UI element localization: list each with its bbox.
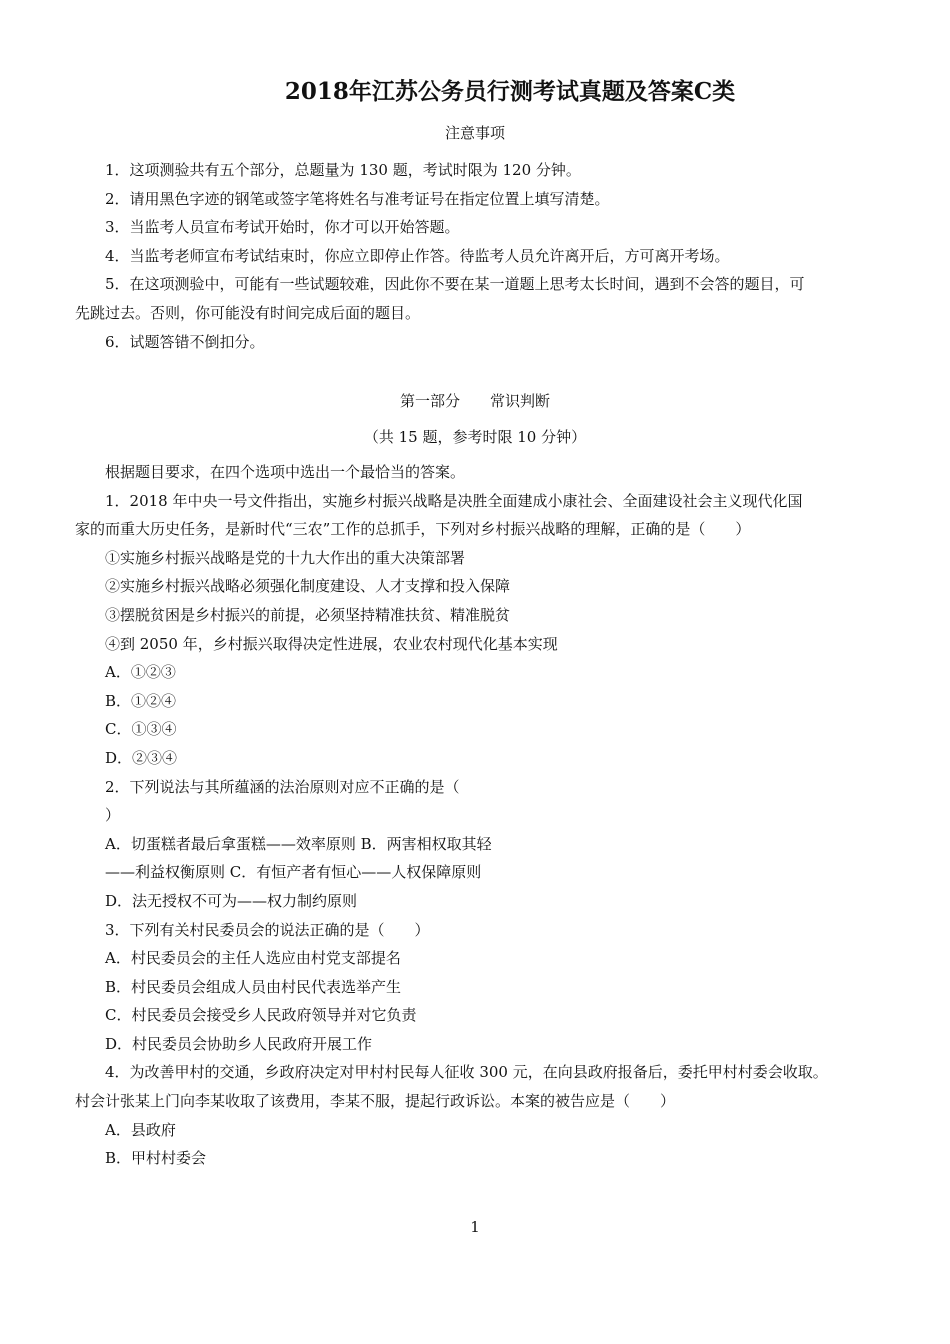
question-line: ） bbox=[105, 806, 121, 825]
question-line: 家的而重大历史任务，是新时代“三农”工作的总抓手，下列对乡村振兴战略的理解，正确的是（ ） bbox=[75, 520, 751, 539]
option-line: A．切蛋糕者最后拿蛋糕——效率原则 B．两害相权取其轻 bbox=[105, 834, 492, 853]
option-line: A．县政府 bbox=[105, 1120, 176, 1139]
statement-line: ④到 2050 年，乡村振兴取得决定性进展，农业农村现代化基本实现 bbox=[105, 634, 558, 653]
question-line: 村会计张某上门向李某收取了该费用，李某不服，提起行政诉讼。本案的被告应是（ ） bbox=[75, 1092, 676, 1111]
question-line: 2．下列说法与其所蕴涵的法治原则对应不正确的是（ bbox=[105, 777, 460, 796]
document-title: 2018年江苏公务员行测考试真题及答案C类 bbox=[284, 78, 736, 105]
question-line: 3．下列有关村民委员会的说法正确的是（ ） bbox=[105, 920, 430, 939]
notice-item-continued: 先跳过去。否则，你可能没有时间完成后面的题目。 bbox=[75, 303, 421, 322]
notice-list bbox=[75, 156, 890, 356]
question-line: 4．为改善甲村的交通，乡政府决定对甲村村民每人征收 300 元，在向县政府报备后，委托甲村村委会收取。 bbox=[105, 1063, 828, 1082]
section-subheading: （共 15 题，参考时限 10 分钟） bbox=[363, 428, 587, 446]
section-heading: 第一部分 常识判断 bbox=[399, 392, 550, 410]
notice-item: 6．试题答错不倒扣分。 bbox=[105, 332, 265, 351]
notice-item: 3．当监考人员宣布考试开始时，你才可以开始答题。 bbox=[105, 218, 460, 237]
question-body bbox=[75, 458, 890, 1173]
option-line: D．村民委员会协助乡人民政府开展工作 bbox=[105, 1034, 373, 1053]
statement-line: ②实施乡村振兴战略必须强化制度建设、人才支撑和投入保障 bbox=[105, 577, 511, 596]
option-line: ——利益权衡原则 C．有恒产者有恒心——人权保障原则 bbox=[105, 863, 482, 882]
question-line: 1．2018 年中央一号文件指出，实施乡村振兴战略是决胜全面建成小康社会、全面建设社会主义现代化国 bbox=[105, 491, 803, 510]
notice-item: 1．这项测验共有五个部分，总题量为 130 题，考试时限为 120 分钟。 bbox=[105, 161, 581, 179]
option-line: A．村民委员会的主任人选应由村党支部提名 bbox=[105, 949, 401, 968]
option-line: C．村民委员会接受乡人民政府领导并对它负责 bbox=[105, 1006, 417, 1025]
option-line: D．法无授权不可为——权力制约原则 bbox=[105, 891, 358, 910]
notice-item: 5．在这项测验中，可能有一些试题较难，因此你不要在某一道题上思考太长时间，遇到不会答的题目，可 bbox=[105, 275, 805, 294]
option-line: B．村民委员会组成人员由村民代表选举产生 bbox=[105, 977, 402, 996]
notice-item: 2．请用黑色字迹的钢笔或签字笔将姓名与准考证号在指定位置上填写清楚。 bbox=[105, 189, 610, 208]
option-line: B．甲村村委会 bbox=[105, 1149, 207, 1168]
option-line: A．①②③ bbox=[105, 663, 176, 682]
notice-heading: 注意事项 bbox=[444, 124, 505, 142]
option-line: B．①②④ bbox=[105, 691, 177, 710]
option-line: D．②③④ bbox=[105, 748, 178, 767]
option-line: C．①③④ bbox=[105, 720, 177, 739]
page-number: 1 bbox=[470, 1218, 480, 1236]
statement-line: ③摆脱贫困是乡村振兴的前提，必须坚持精准扶贫、精准脱贫 bbox=[105, 605, 511, 624]
section-instruction: 根据题目要求，在四个选项中选出一个最恰当的答案。 bbox=[105, 463, 466, 481]
notice-item: 4．当监考老师宣布考试结束时，你应立即停止作答。待监考人员允许离开后，方可离开考场。 bbox=[105, 246, 730, 265]
statement-line: ①实施乡村振兴战略是党的十九大作出的重大决策部署 bbox=[105, 548, 466, 567]
